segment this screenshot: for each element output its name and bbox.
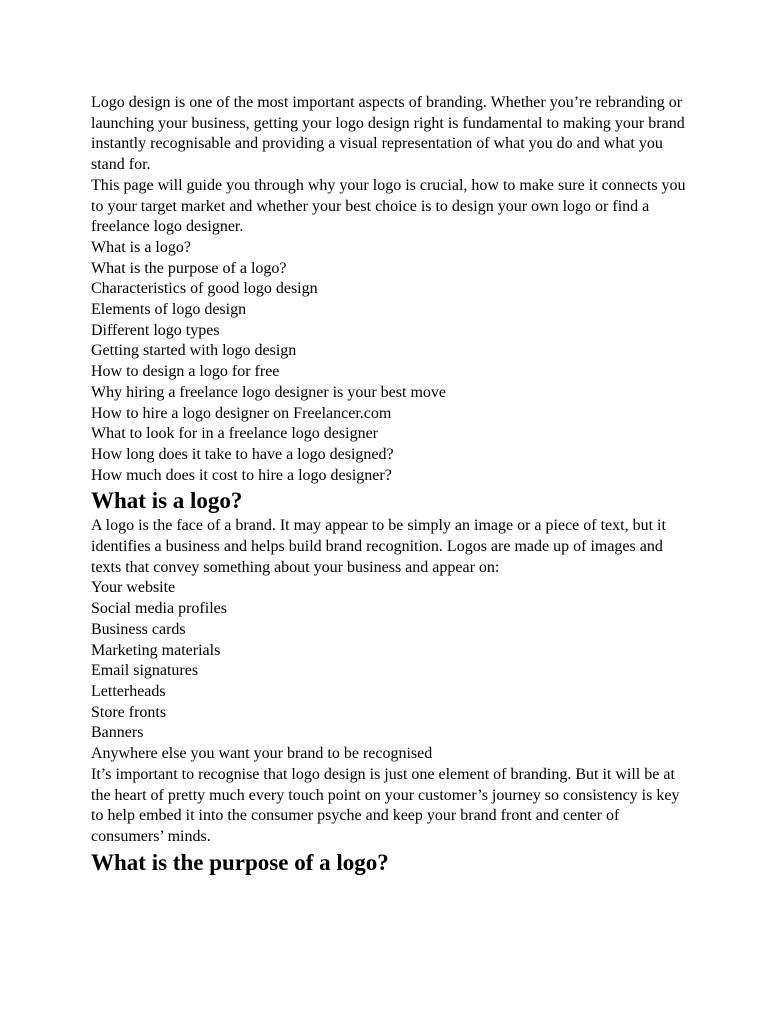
- section1-paragraph: A logo is the face of a brand. It may appear to be simply an image or a piece of text, but it identifies a business and helps build brand recognition. Logos are made up of images and texts that convey something about your business and appear on:: [91, 517, 666, 576]
- section1-closing-paragraph: It’s important to recognise that logo design is just one element of branding. But it will be at the heart of pretty much every touch point on your customer’s journey so consistency is key to help embed it into the consumer psyche and keep your brand front and center of consumers’ minds.: [91, 765, 680, 845]
- section-heading-what-is-a-logo: What is a logo?: [91, 488, 243, 514]
- toc-item[interactable]: How long does it take to have a logo designed?: [91, 445, 394, 463]
- toc-item[interactable]: Different logo types: [91, 321, 220, 339]
- toc-item[interactable]: Getting started with logo design: [91, 342, 297, 360]
- toc-item[interactable]: What is the purpose of a logo?: [91, 259, 287, 277]
- list-item: Email signatures: [91, 662, 199, 680]
- toc-item[interactable]: Why hiring a freelance logo designer is your best move: [91, 383, 446, 401]
- list-item: Store fronts: [91, 703, 167, 721]
- list-item: Business cards: [91, 620, 186, 638]
- table-of-contents: [91, 238, 691, 486]
- logo-placement-list: [91, 578, 691, 764]
- list-item: Marketing materials: [91, 641, 221, 659]
- toc-item[interactable]: How much does it cost to hire a logo designer?: [91, 466, 392, 484]
- toc-item[interactable]: What to look for in a freelance logo designer: [91, 425, 378, 443]
- toc-item[interactable]: What is a logo?: [91, 238, 191, 256]
- list-item: Letterheads: [91, 682, 166, 700]
- section-heading-purpose-of-a-logo: What is the purpose of a logo?: [91, 849, 389, 875]
- intro-paragraph-1: Logo design is one of the most important aspects of branding. Whether you’re rebranding or launching your business, getting your logo design right is fundamental to making your brand instantly recognisable and providing a visual representation of what you do and what you stand for.: [91, 94, 685, 174]
- toc-item[interactable]: Characteristics of good logo design: [91, 280, 318, 298]
- list-item: Banners: [91, 724, 144, 742]
- toc-item[interactable]: How to design a logo for free: [91, 363, 280, 381]
- toc-item[interactable]: Elements of logo design: [91, 301, 247, 319]
- intro-paragraph-2: This page will guide you through why your logo is crucial, how to make sure it connects you to your target market and whether your best choice is to design your own logo or find a freelance logo designer.: [91, 176, 686, 236]
- list-item: Social media profiles: [91, 600, 227, 618]
- document-page: [91, 93, 691, 878]
- list-item: Your website: [91, 579, 176, 597]
- toc-item[interactable]: How to hire a logo designer on Freelancer.com: [91, 404, 392, 422]
- list-item: Anywhere else you want your brand to be recognised: [91, 745, 433, 763]
